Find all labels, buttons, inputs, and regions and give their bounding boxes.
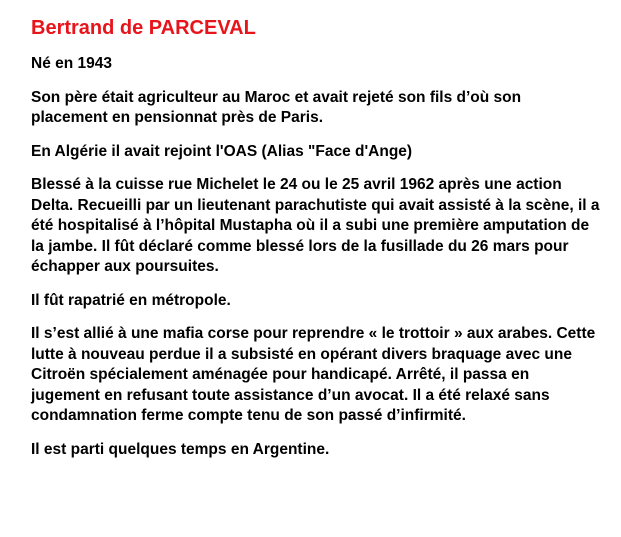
paragraph-oas: En Algérie il avait rejoint l'OAS (Alias "Face d'Ange): [31, 142, 413, 160]
paragraph-father: Son père était agriculteur au Maroc et avait rejeté son fils d’où son placement en pensionnat près de Paris.: [31, 88, 522, 126]
document-page: [31, 14, 601, 473]
paragraph-mafia: Il s’est allié à une mafia corse pour reprendre « le trottoir » aux arabes. Cette lutte à nouveau perdue il a subsisté en opérant divers braquage avec une Citroën spécialement aménagée pour handicapé. Arrêté, il passa en jugement en refusant toute assistance d’un avocat. Il a été relaxé sans condamnation ferme compte tenu de son passé d’infirmité.: [31, 325, 596, 424]
paragraph-argentina: Il est parti quelques temps en Argentine.: [31, 440, 330, 458]
paragraph-wounded: Blessé à la cuisse rue Michelet le 24 ou le 25 avril 1962 après une action Delta. Recueilli par un lieutenant parachutiste qui avait assisté à la scène, il a été hospitalisé à l’hôpital Mustapha où il a subi une première amputation de la jambe. Il fût déclaré comme blessé lors de la fusillade du 26 mars pour échapper aux poursuites.: [31, 176, 600, 275]
document-title: Bertrand de PARCEVAL: [31, 17, 256, 39]
paragraph-repatriated: Il fût rapatrié en métropole.: [31, 291, 231, 309]
paragraph-birth: Né en 1943: [31, 55, 112, 72]
